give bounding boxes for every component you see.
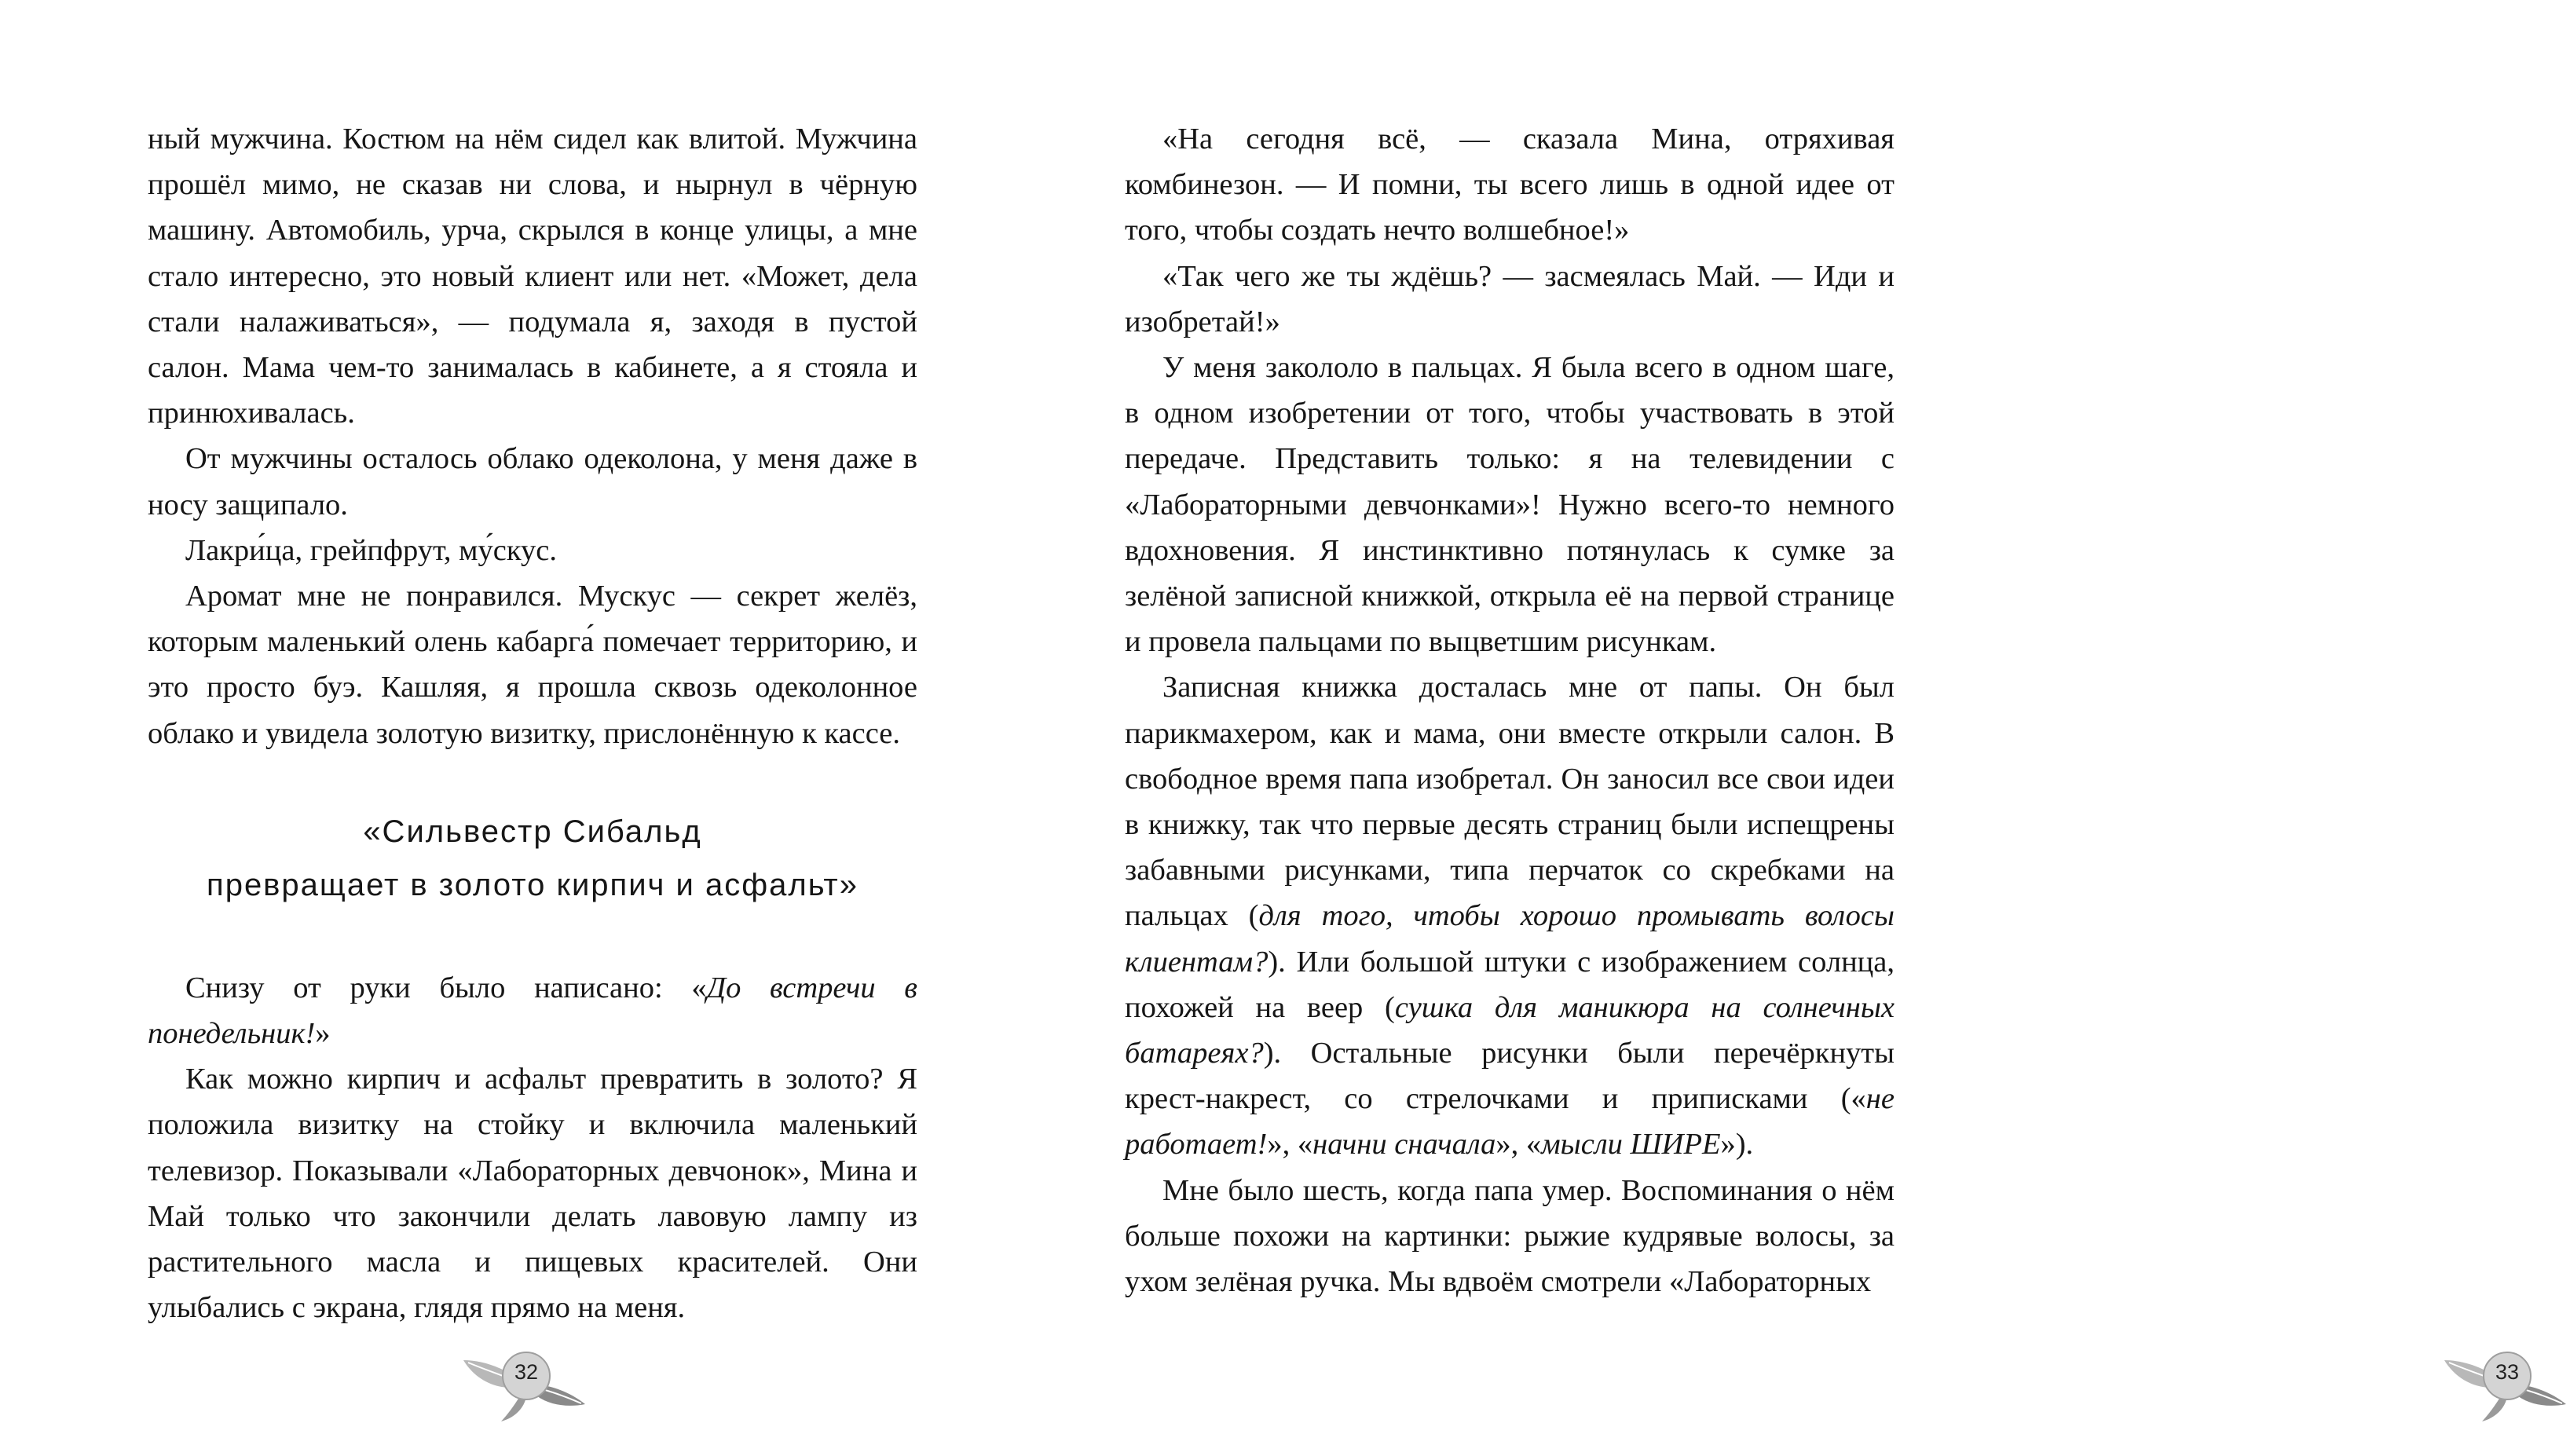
italic-text: сушка для маникюра на солнечных батареях? (1125, 990, 1895, 1070)
right-page (1005, 0, 2520, 1456)
paragraph (148, 965, 917, 1056)
paragraph: От мужчины осталось облако одеколона, у меня даже в носу защипало. (148, 442, 917, 521)
paragraph: «Так чего же ты ждёшь? — засмеялась Май. — Иди и изобретай!» (1125, 259, 1895, 338)
page-number: 33 (2495, 1360, 2520, 1384)
text-run: » (315, 1017, 331, 1051)
paragraph: Аромат мне не понравился. Мускус — секрет желёз, которым маленький олень кабарга́ помечает территорию, и это просто буэ. Кашляя, я прошла сквозь одеколонное облако и увидела золотую визитку, прислонённую к кассе. (148, 580, 917, 750)
paragraph: Как можно кирпич и асфальт превратить в золото? Я положила визитку на стойку и включила маленький телевизор. Показывали «Лабораторных девчонок», Мина и Май только что закончили делать лавовую лампу из растительного масла и пищевых красителей. Они улыбались с экрана, глядя прямо на меня. (148, 1063, 917, 1325)
text-run: », « (1496, 1128, 1542, 1162)
page-number-ornament (2444, 1337, 2570, 1423)
paragraph: «На сегодня всё, — сказала Мина, отряхивая комбинезон. — И помни, ты всего лишь в одной идее от того, чтобы создать нечто волшебное!» (1125, 123, 1895, 247)
right-text-column (1125, 116, 1895, 1304)
paragraph: Мне было шесть, когда папа умер. Воспоминания о нём больше похожи на картинки: рыжие кудрявые волосы, за ухом зелёная ручка. Мы вдвоём смотрели «Лабораторных (1125, 1173, 1895, 1299)
paragraph: Лакри́ца, грейпфрут, му́скус. (185, 533, 557, 567)
text-run: », « (1267, 1128, 1313, 1162)
paragraph: У меня закололо в пальцах. Я была всего в одном шаге, в одном изобретении от того, чтобы участвовать в этой передаче. Представить только: я на телевидении с «Лабораторными девчонками»! Нужно всего-то немного вдохновения. Я инстинктивно потянулась к сумке за зелёной записной книжкой, открыла её на первой странице и провела пальцами по выцветшим рисункам. (1125, 351, 1895, 659)
page-number: 32 (514, 1360, 539, 1384)
italic-text: мысли ШИРЕ (1541, 1128, 1721, 1162)
business-card-heading (148, 805, 917, 912)
italic-text: для того, чтобы хорошо промывать волосы клиентам? (1125, 899, 1895, 979)
heading-line-1: «Сильвестр Сибальд (363, 814, 702, 849)
paragraph (1125, 664, 1895, 1167)
text-run: Записная книжка досталась мне от папы. Он был парикмахером, как и мама, они вместе открыли салон. В свободное время папа изобретал. Он заносил все свои идеи в книжку, так что первые десять страниц были испещрены забавными рисунками, типа перчаток со скребками на пальцах ( (1125, 671, 1895, 933)
italic-text: начни сначала (1312, 1128, 1496, 1162)
text-run: Снизу от руки было написано: « (185, 971, 707, 1004)
page-number-ornament (463, 1337, 589, 1423)
paragraph: ный мужчина. Костюм на нём сидел как влитой. Мужчина прошёл мимо, не сказав ни слова, и нырнул в чёрную машину. Автомобиль, урча, скрылся в конце улицы, а мне стало интересно, это новый клиент или нет. «Может, дела стали налаживаться», — подумала я, заходя в пустой салон. Мама чем-то занималась в кабинете, а я стояла и принюхивалась. (148, 123, 917, 430)
italic-text: До встречи в понедельник! (148, 971, 917, 1051)
text-run: »). (1720, 1128, 1754, 1162)
left-text-column (148, 116, 917, 1330)
italic-text: не работает! (1125, 1082, 1895, 1162)
text-run: ). Остальные рисунки были перечёркнуты крест-накрест, со стрелочками и приписками (« (1125, 1037, 1895, 1116)
heading-line-2: превращает в золото кирпич и асфальт» (207, 867, 858, 902)
text-run: ). Или большой штуки с изображением солнца, похожей на веер ( (1125, 945, 1895, 1024)
left-page (0, 0, 1005, 1456)
